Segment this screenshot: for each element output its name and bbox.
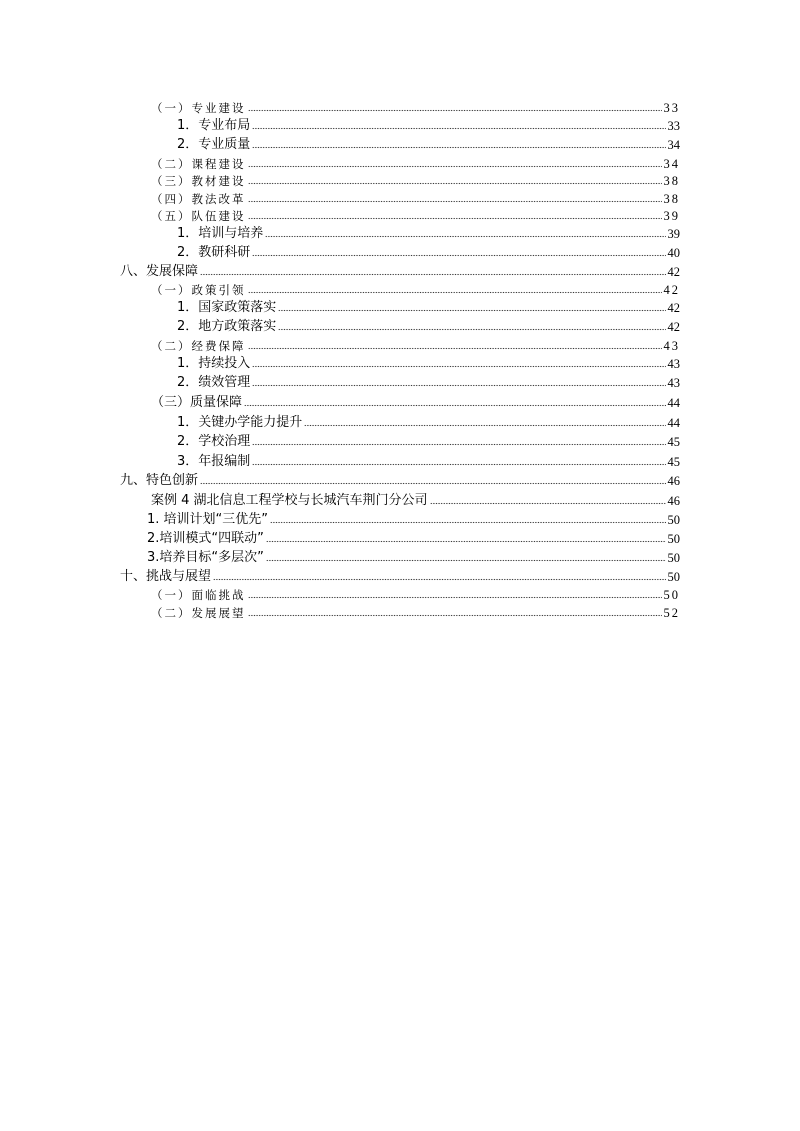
toc-leader-dots	[252, 254, 665, 257]
toc-entry-title: （一）面临挑战	[151, 588, 246, 602]
toc-leader-dots	[278, 328, 665, 331]
toc-entry-page: 43	[667, 376, 680, 390]
toc-leader-dots	[304, 424, 665, 427]
toc-entry-title: 2．地方政策落实	[177, 319, 277, 334]
toc-entry[interactable]	[177, 222, 680, 242]
toc-entry-page: 34	[667, 138, 680, 152]
toc-entry-page: 44	[667, 416, 680, 430]
toc-leader-dots	[278, 309, 665, 312]
toc-leader-dots	[213, 578, 665, 581]
toc-leader-dots	[248, 596, 662, 599]
toc-entry[interactable]	[177, 371, 680, 391]
toc-leader-dots	[200, 482, 665, 485]
toc-entry[interactable]	[151, 278, 680, 298]
toc-entry[interactable]	[151, 583, 680, 603]
toc-entry-page: 42	[663, 283, 680, 297]
toc-leader-dots	[200, 273, 665, 276]
toc-entry-title: （二）课程建设	[151, 157, 246, 171]
toc-entry-page: 39	[667, 227, 680, 241]
toc-entry-page: 38	[663, 174, 680, 188]
toc-leader-dots	[266, 540, 666, 543]
toc-leader-dots	[265, 235, 665, 238]
toc-entry-title: （二）经费保障	[151, 339, 246, 353]
toc-entry-page: 39	[663, 209, 680, 223]
toc-entry[interactable]	[177, 411, 680, 431]
toc-entry-page: 33	[663, 101, 680, 115]
toc-leader-dots	[252, 127, 665, 130]
toc-leader-dots	[252, 146, 665, 149]
toc-entry-page: 50	[667, 532, 680, 546]
toc-leader-dots	[248, 109, 662, 112]
toc-entry[interactable]	[177, 450, 680, 470]
toc-entry[interactable]	[151, 391, 680, 411]
toc-entry-page: 50	[663, 588, 680, 602]
toc-entry[interactable]	[151, 334, 680, 354]
toc-entry-page: 52	[663, 606, 680, 620]
toc-entry-page: 44	[667, 396, 680, 410]
toc-leader-dots	[248, 165, 662, 168]
toc-entry[interactable]	[151, 489, 680, 509]
toc-leader-dots	[248, 614, 662, 617]
toc-entry[interactable]	[147, 508, 680, 528]
toc-entry-title: 3.培养目标“多层次”	[147, 550, 264, 565]
toc-leader-dots	[270, 521, 665, 524]
toc-entry[interactable]	[120, 260, 680, 280]
toc-entry-page: 50	[667, 570, 680, 584]
toc-leader-dots	[252, 443, 665, 446]
toc-leader-dots	[248, 182, 662, 185]
toc-entry-title: 2．专业质量	[177, 137, 251, 152]
toc-entry-title: 2．教研科研	[177, 245, 251, 260]
toc-leader-dots	[248, 347, 662, 350]
toc-entry[interactable]	[151, 204, 680, 224]
toc-entry-page: 46	[667, 474, 680, 488]
toc-entry[interactable]	[151, 169, 680, 189]
toc-entry[interactable]	[151, 601, 680, 621]
toc-leader-dots	[266, 559, 666, 562]
toc-leader-dots	[252, 463, 665, 466]
toc-entry-title: 案例 4 湖北信息工程学校与长城汽车荆门分公司	[151, 493, 428, 508]
toc-entry-page: 50	[667, 513, 680, 527]
toc-leader-dots	[248, 291, 662, 294]
toc-entry[interactable]	[147, 527, 680, 547]
toc-entry-title: （一）专业建设	[151, 101, 246, 115]
toc-entry-page: 43	[667, 357, 680, 371]
toc-entry-title: 十、挑战与展望	[120, 569, 212, 584]
toc-entry-page: 38	[663, 192, 680, 206]
toc-entry-page: 42	[667, 320, 680, 334]
toc-entry[interactable]	[177, 241, 680, 261]
toc-entry-page: 50	[667, 551, 680, 565]
toc-entry-title: （四）教法改革	[151, 192, 246, 206]
toc-entry-page: 45	[667, 435, 680, 449]
toc-entry-title: 九、特色创新	[120, 473, 199, 488]
toc-entry-title: 2．绩效管理	[177, 375, 251, 390]
toc-entry-title: 1．专业布局	[177, 118, 251, 133]
toc-entry-title: （二）发展展望	[151, 606, 246, 620]
toc-entry-title: 3．年报编制	[177, 454, 251, 469]
toc-entry[interactable]	[177, 315, 680, 335]
toc-leader-dots	[248, 217, 662, 220]
toc-leader-dots	[252, 365, 665, 368]
toc-entry[interactable]	[177, 430, 680, 450]
toc-entry-page: 43	[663, 339, 680, 353]
toc-entry-title: 1. 培训计划“三优先”	[147, 512, 269, 527]
toc-entry-title: （五）队伍建设	[151, 209, 246, 223]
toc-entry[interactable]	[120, 469, 680, 489]
toc-entry-title: 八、发展保障	[120, 264, 199, 279]
toc-entry-page: 34	[663, 157, 680, 171]
toc-entry-page: 42	[667, 265, 680, 279]
toc-entry-title: （一）政策引领	[151, 283, 246, 297]
toc-entry-title: 1．培训与培养	[177, 226, 264, 241]
toc-entry[interactable]	[151, 96, 680, 116]
toc-entry-title: （三）质量保障	[151, 395, 243, 410]
toc-leader-dots	[430, 502, 666, 505]
toc-entry-page: 33	[667, 119, 680, 133]
toc-entry-title: 1．持续投入	[177, 356, 251, 371]
toc-entry-title: 2．学校治理	[177, 434, 251, 449]
toc-entry[interactable]	[120, 565, 680, 585]
toc-entry[interactable]	[147, 546, 680, 566]
toc-leader-dots	[248, 200, 662, 203]
toc-entry-page: 42	[667, 301, 680, 315]
toc-entry-page: 46	[667, 494, 680, 508]
toc-entry[interactable]	[177, 133, 680, 153]
toc-leader-dots	[244, 404, 665, 407]
toc-entry-title: 1．关键办学能力提升	[177, 415, 303, 430]
toc-entry-page: 40	[667, 246, 680, 260]
toc-entry[interactable]	[177, 114, 680, 134]
toc-entry[interactable]	[177, 296, 680, 316]
toc-entry-title: 2.培训模式“四联动”	[147, 531, 264, 546]
toc-entry[interactable]	[177, 352, 680, 372]
toc-entry-page: 45	[667, 455, 680, 469]
toc-leader-dots	[252, 384, 665, 387]
toc-entry-title: 1．国家政策落实	[177, 300, 277, 315]
toc-entry-title: （三）教材建设	[151, 174, 246, 188]
